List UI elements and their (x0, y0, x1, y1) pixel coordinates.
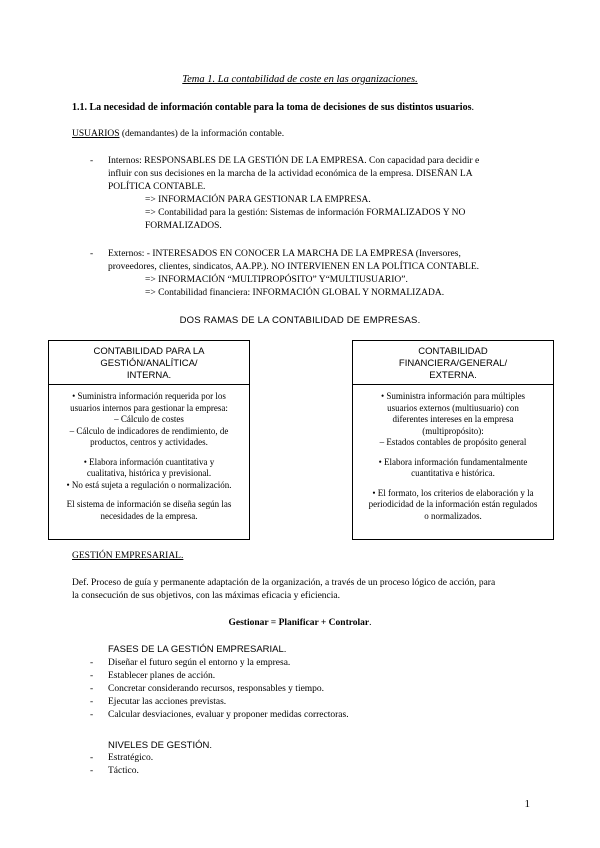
box-paragraph (55, 499, 243, 522)
section-title: La necesidad de información contable para la toma de decisiones de sus distintos usuarios (89, 102, 472, 113)
box-line: El sistema de información se diseña según las (66, 499, 232, 509)
list-bullet: - (90, 684, 94, 694)
box-header-line: CONTABILIDAD PARA LA (93, 346, 205, 357)
users-rest: (demandantes) de la información contable. (119, 129, 285, 139)
box-body (49, 385, 249, 528)
definition-line: la consecución de sus objetivos, con las máximas eficacia y eficiencia. (72, 591, 341, 601)
box-line: • Suministra información para múltiples (380, 391, 526, 401)
list-bullet: - (90, 697, 94, 707)
internos-bullet: - (90, 156, 94, 166)
box-header (353, 341, 553, 385)
internos-line: Internos: RESPONSABLES DE LA GESTIÓN DE LA EMPRESA. Con capacidad para decidir e (108, 156, 480, 166)
internos-line: influir con sus decisiones en la marcha de la actividad económica de la empresa. DISEÑAN LA (108, 169, 473, 179)
users-line (72, 128, 284, 141)
box-header-line: GESTIÓN/ANALÍTICA/ (100, 358, 198, 369)
list-item: Calcular desviaciones, evaluar y proponer medidas correctoras. (108, 710, 349, 720)
externos-line: proveedores, clientes, sindicatos, AA.PP.). NO INTERVIENEN EN LA POLÍTICA CONTABLE. (108, 262, 480, 272)
box-line: periodicidad de la información están regulados (368, 499, 538, 509)
formula-end: . (369, 618, 372, 628)
box-header-line: INTERNA. (126, 370, 172, 381)
box-paragraph (55, 480, 243, 492)
box-paragraph (359, 391, 547, 449)
internos-arrow: FORMALIZADOS. (145, 221, 222, 231)
internos-arrow: => Contabilidad para la gestión: Sistemas de información FORMALIZADOS Y NO (145, 208, 466, 218)
section-end: . (471, 102, 474, 113)
box-paragraph (359, 488, 547, 523)
list-bullet: - (90, 753, 94, 763)
list-bullet: - (90, 710, 94, 720)
box-paragraph (359, 457, 547, 480)
box-line: usuarios externos (multiusuario) con (387, 402, 519, 413)
box-line: • El formato, los criterios de elaboración y la (372, 487, 534, 498)
box-line: o normalizados. (424, 510, 482, 521)
externos-arrow: => INFORMACIÓN “MULTIPROPÓSITO” Y“MULTIUSUARIO”. (145, 275, 408, 285)
definition (72, 577, 532, 603)
list-item: Ejecutar las acciones previstas. (108, 697, 227, 707)
box-line: (multipropósito): (422, 425, 484, 436)
section-heading (72, 101, 474, 114)
box-line: – Cálculo de indicadores de rendimiento, de (69, 425, 229, 436)
niveles-heading: NIVELES DE GESTIÓN. (108, 740, 212, 751)
list-item: Táctico. (108, 766, 139, 776)
box-line: • No está sujeta a regulación o normalización. (66, 479, 232, 490)
box-header-line: FINANCIERA/GENERAL/ (398, 358, 508, 369)
list-item: Estratégico. (108, 753, 154, 763)
box-line: cuantitativa e histórica. (411, 468, 495, 478)
box-line: cualitativa, histórica y previsional. (86, 468, 212, 478)
definition-line: Def. Proceso de guía y permanente adaptación de la organización, a través de un proceso lógico de acción, para (72, 578, 496, 588)
box-line: • Suministra información requerida por los (72, 391, 226, 401)
box-line: – Estados contables de propósito general (379, 437, 527, 447)
box-contabilidad-financiera (352, 340, 554, 540)
box-paragraph (55, 391, 243, 449)
document-title: Tema 1. La contabilidad de coste en las organizaciones. (182, 74, 418, 85)
box-line: • Elabora información cuantitativa y (83, 456, 215, 467)
fases-heading: FASES DE LA GESTIÓN EMPRESARIAL. (108, 644, 287, 655)
box-paragraph (55, 457, 243, 480)
ramas-heading: DOS RAMAS DE LA CONTABILIDAD DE EMPRESAS. (179, 315, 421, 326)
formula (0, 617, 600, 630)
box-line: usuarios internos para gestionar la empresa: (70, 402, 228, 413)
internos-arrow: => INFORMACIÓN PARA GESTIONAR LA EMPRESA. (145, 195, 371, 205)
internos-line: POLÍTICA CONTABLE. (108, 182, 206, 192)
list-item: Concretar considerando recursos, responsables y tiempo. (108, 684, 325, 694)
externos-arrow: => Contabilidad financiera: INFORMACIÓN GLOBAL Y NORMALIZADA. (145, 288, 445, 298)
box-line: – Cálculo de costes (114, 414, 184, 424)
box-line: diferentes intereses en la empresa (392, 414, 514, 424)
users-label: USUARIOS (72, 129, 120, 139)
externos-line: Externos: - INTERESADOS EN CONOCER LA MARCHA DE LA EMPRESA (Inversores, (108, 249, 461, 259)
box-line: necesidades de la empresa. (100, 510, 198, 521)
externos-bullet: - (90, 249, 94, 259)
list-bullet: - (90, 766, 94, 776)
box-header (49, 341, 249, 385)
gestion-heading: GESTIÓN EMPRESARIAL. (72, 551, 184, 561)
box-body (353, 385, 553, 528)
list-item: Diseñar el futuro según el entorno y la empresa. (108, 658, 291, 668)
list-bullet: - (90, 671, 94, 681)
list-bullet: - (90, 658, 94, 668)
box-header-line: EXTERNA. (429, 370, 477, 381)
section-number: 1.1. (72, 102, 87, 113)
formula-text: Gestionar = Planificar + Controlar (228, 618, 370, 628)
list-item: Establecer planes de acción. (108, 671, 216, 681)
box-header-line: CONTABILIDAD (418, 346, 488, 357)
box-line: productos, centros y actividades. (90, 437, 208, 447)
box-line: • Elabora información fundamentalmente (378, 456, 528, 467)
page-number: 1 (524, 798, 530, 810)
box-contabilidad-gestion (48, 340, 250, 540)
